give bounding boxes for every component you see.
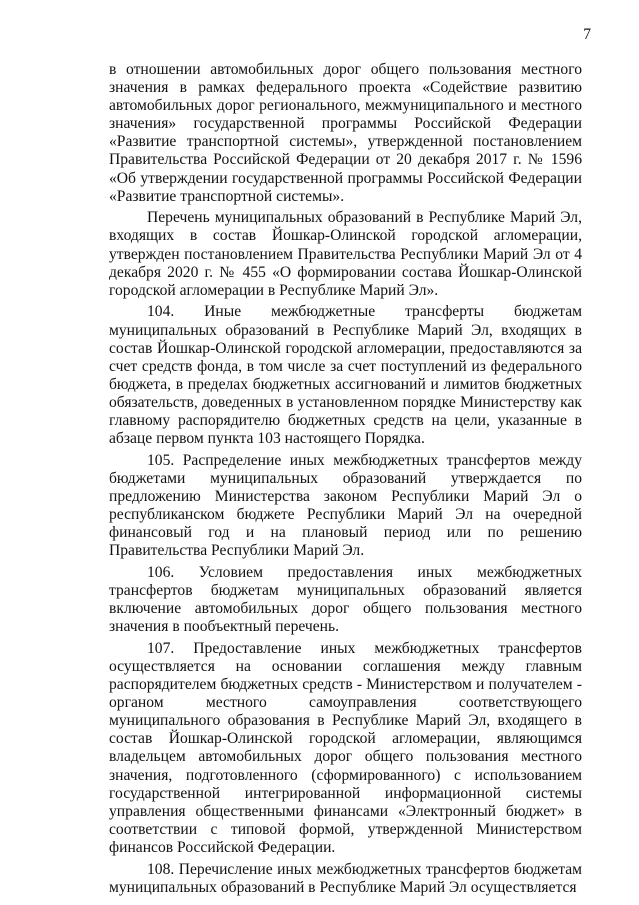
paragraph-106: 106. Условием предоставления иных межбюджетных трансфертов бюджетам муниципальных образований является включение автомобильных дорог общего пользования местного значения в пообъектный перечень. — [109, 563, 582, 636]
document-body — [109, 61, 582, 897]
paragraph-105: 105. Распределение иных межбюджетных трансфертов между бюджетами муниципальных образований утверждается по предложению Министерства законом Республики Марий Эл о республиканском бюджете Республики Марий Эл на очередной финансовый год и на плановый период или по решению Правительства Республики Марий Эл. — [109, 451, 582, 560]
page-number: 7 — [583, 26, 591, 43]
paragraph-municipalities-list: Перечень муниципальных образований в Республике Марий Эл, входящих в состав Йошкар-Олинской городской агломерации, утвержден постановлением Правительства Республики Марий Эл от 4 декабря 2020 г. № 455 «О формировании состава Йошкар-Олинской городской агломерации в Республике Марий Эл». — [109, 209, 582, 299]
paragraph-108: 108. Перечисление иных межбюджетных трансфертов бюджетам муниципальных образований в Республике Марий Эл осуществляется — [109, 860, 582, 896]
paragraph-continuation: в отношении автомобильных дорог общего пользования местного значения в рамках федерального проекта «Содействие развитию автомобильных дорог регионального, межмуниципального и местного значения» государственной программы Российской Федерации «Развитие транспортной системы», утвержденной постановлением Правительства Российской Федерации от 20 декабря 2017 г. № 1596 «Об утверждении государственной программы Российской Федерации «Развитие транспортной системы». — [109, 61, 582, 205]
paragraph-107: 107. Предоставление иных межбюджетных трансфертов осуществляется на основании соглашения между главным распорядителем бюджетных средств - Министерством и получателем - органом местного самоуправления соответствующего муниципального образования в Республике Марий Эл, входящего в состав Йошкар-Олинской городской агломерации, являющимся владельцем автомобильных дорог общего пользования местного значения, подготовленного (сформированного) с использованием государственной интегрированной информационной системы управления общественными финансами «Электронный бюджет» в соответствии с типовой формой, утвержденной Министерством финансов Российской Федерации. — [109, 639, 582, 856]
paragraph-104: 104. Иные межбюджетные трансферты бюджетам муниципальных образований в Республике Марий Эл, входящих в состав Йошкар-Олинской городской агломерации, предоставляются за счет средств фонда, в том числе за счет поступлений из федерального бюджета, в пределах бюджетных ассигнований и лимитов бюджетных обязательств, доведенных в установленном порядке Министерству как главному распорядителю бюджетных средств на цели, указанные в абзаце первом пункта 103 настоящего Порядка. — [109, 303, 582, 448]
